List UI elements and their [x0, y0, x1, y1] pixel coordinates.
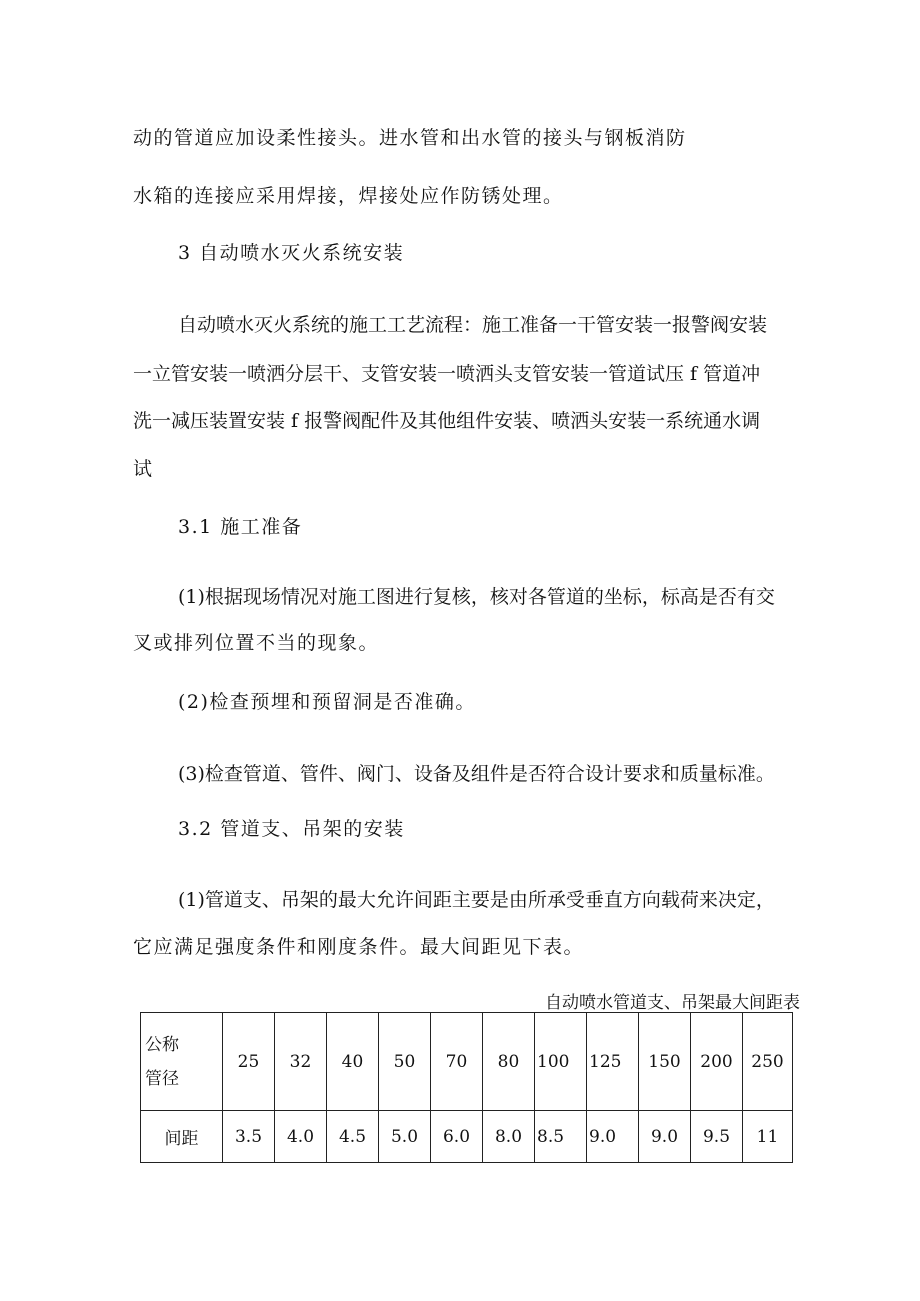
table-cell: 8.5	[535, 1111, 587, 1163]
paragraph-line: 动的管道应加设柔性接头。进水管和出水管的接头与钢板消防	[133, 127, 687, 149]
table-cell: 100	[535, 1013, 587, 1111]
spacing-header-cell: 间距	[141, 1111, 223, 1163]
paragraph-line: (3)检查管道、管件、阀门、设备及组件是否符合设计要求和质量标准。	[178, 763, 775, 785]
subsection-heading: 3.2 管道支、吊架的安装	[178, 818, 405, 840]
header-label: 公称	[145, 1034, 179, 1055]
table-cell: 150	[639, 1013, 691, 1111]
table-cell: 25	[223, 1013, 275, 1111]
table-cell: 11	[743, 1111, 793, 1163]
table-cell: 70	[431, 1013, 483, 1111]
table-cell: 80	[483, 1013, 535, 1111]
paragraph-line: 水箱的连接应采用焊接，焊接处应作防锈处理。	[133, 185, 564, 207]
table-cell: 5.0	[379, 1111, 431, 1163]
table-caption: 自动喷水管道支、吊架最大间距表	[545, 993, 800, 1013]
paragraph-line: (1)管道支、吊架的最大允许间距主要是由所承受垂直方向载荷来决定，	[178, 889, 775, 911]
paragraph-line: (1)根据现场情况对施工图进行复核，核对各管道的坐标，标高是否有交	[178, 586, 775, 608]
section-heading: 3 自动喷水灭火系统安装	[178, 242, 405, 264]
table-cell: 4.0	[275, 1111, 327, 1163]
table-cell: 50	[379, 1013, 431, 1111]
paragraph-line: 试	[133, 458, 154, 480]
diameter-header-cell	[141, 1013, 223, 1111]
table-cell: 125	[587, 1013, 639, 1111]
table-row	[141, 1013, 793, 1111]
table-cell: 6.0	[431, 1111, 483, 1163]
table-cell: 250	[743, 1013, 793, 1111]
header-label: 管径	[145, 1068, 179, 1089]
table-cell: 9.5	[691, 1111, 743, 1163]
paragraph-line: (2)检查预埋和预留洞是否准确。	[178, 691, 476, 713]
table-cell: 9.0	[639, 1111, 691, 1163]
table-cell: 40	[327, 1013, 379, 1111]
table-row	[141, 1111, 793, 1163]
pipe-spacing-table	[140, 1012, 793, 1163]
paragraph-line: 叉或排列位置不当的现象。	[133, 632, 380, 654]
paragraph-line: 它应满足强度条件和刚度条件。最大间距见下表。	[133, 936, 585, 958]
table-cell: 32	[275, 1013, 327, 1111]
paragraph-line: 一立管安装一喷洒分层干、支管安装一喷洒头支管安装一管道试压 f 管道冲	[133, 363, 761, 385]
table-cell: 3.5	[223, 1111, 275, 1163]
table-cell: 8.0	[483, 1111, 535, 1163]
table-cell: 9.0	[587, 1111, 639, 1163]
table-cell: 200	[691, 1013, 743, 1111]
paragraph-line: 自动喷水灭火系统的施工工艺流程：施工准备一干管安装一报警阀安装	[178, 314, 768, 336]
subsection-heading: 3.1 施工准备	[178, 516, 303, 538]
table-cell: 4.5	[327, 1111, 379, 1163]
paragraph-line: 洗一减压装置安装 f 报警阀配件及其他组件安装、喷洒头安装一系统通水调	[133, 410, 761, 432]
